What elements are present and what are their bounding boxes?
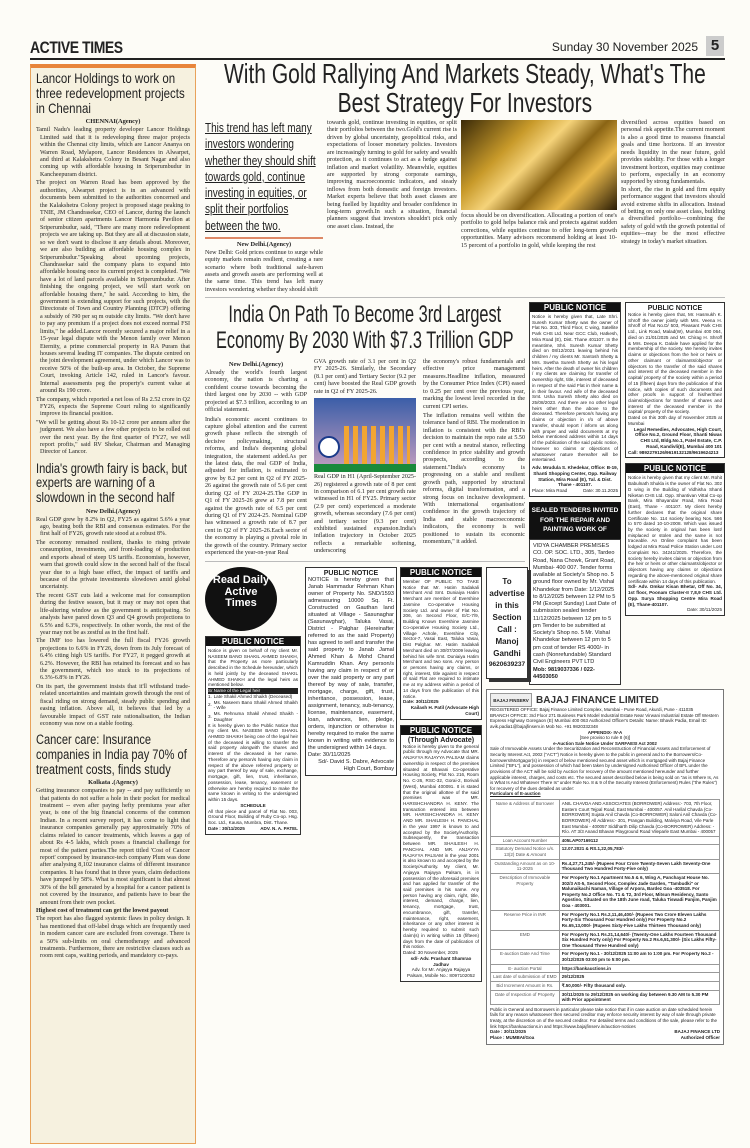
row-label: Description of Immovable Property — [491, 873, 560, 910]
paragraph: the economy's robust fundamentals and effective price management measures.Headline inflation, measured by the Consumer Price Index (CPI) eased to 0.25 per cent over the previous year, marking the lowest level recorded in the current CPI series. — [423, 359, 525, 410]
lead-col-2: towards gold, continue investing in equities, or split their portfolios between the two.Gold's current rise is driven by global uncertainty, geopolitical risks, and expectations of looser monetary policies. Investors are increasingly turning to gold for safety and wealth protection, as it continues to act as a hedge against inflation and market volatility. Meanwhile, equities are supported by strong corporate earnings, improving macroeconomic indicators, and steady inflows from both domestic and foreign investors. Market experts believe that both asset classes are being fuelled by liquidity and broader confidence in long-term growth.In such a situation, financial planners suggest that investors shouldn't pick only one asset class. Instead, the — [327, 120, 457, 230]
row-label: E- auction Portal — [491, 964, 560, 973]
notice-title: PUBLIC NOTICE — [626, 464, 724, 473]
india-story — [205, 302, 525, 562]
signer: BAJAJ FINANCE LTD — [674, 1029, 720, 1035]
cell: Ms. Naseem Bano Shakil Ahmed Shaikh - Wife — [213, 699, 298, 711]
bajaj-title: BAJAJ FINANCE LIMITED — [536, 694, 659, 706]
notice-text: Notice is hereby given that, Late Shri. Suresh Kumar Shetty was the owner of Flat No. 303, Third Floor, C wing, Satellite Park CHS Ltd. Near GCC Club, Hatkesh, Mira Road (E), Dist. Thane 401107. In the meantime, Shri. Suresh Kumar Shetty died on 08/12/2021 leaving behind his children / my clients Mr. Santosh Shetty & Mrs. Swetha Suresh Shetty as his legal heirs. After the death of owner his children / my clients are claiming for transfer of ownership right, title, interest of deceased in respect of the said Flat in their name & in their favour. And wife of the deceased Smt. Usha Suresh Shetty also died on 25/08/2023. And there are no other legal heirs other than the above to the deceased. Therefore person/s having any claims or objection in r/o of above transfer, should report / inform us along with proper and valid documents at my below mentioned address within 14 days of the publication of the said public notice, however no claims or objections of whatsoever nature thereafter will be entertained. — [532, 314, 618, 463]
article-title-growth: India's growth fairy is back, but experts are warning of a slowdown in the second half — [36, 460, 188, 506]
advertise-ad[interactable] — [486, 567, 528, 679]
notice-text: Notice is hereby given to the general public through my Advocate that MR. ANJAYYA RAJAYYA PALSAM claims ownership in respect of the premises situated at Bhavani Co-operative Housing Society, Plot No. 216, Room No. C-26, RSC-32, Gorai-2, Borivali (West), Mumbai 400091. It is stated that the original allottee of the said premises was MR. HARISHCHANDRA H. KENY. The transaction entered into between MR. HARISHCHANDRA H. KENY AND MR. SHAILESH H. PANCHAL in the year 1997 is known to and accepted by the Society/Authority. Subsequently, the transaction between MR. SHAILESH H. PANCHAL AND MR. ANJAYYA RAJAYYA PALSAM in the year 2001 is also known to and accepted by the Society/Authority. My client, Mr. Anjayya Rajayya Palsam, is in possession of the aforesaid premises and has applied for transfer of the said premises in his name. Any person having any claim, right, title, interest, demand, charge, lien, tenancy, mortgage, trust, encumbrance, gift, transfer, maintenance, right, easement, inheritance or any other interest is hereby required to submit such claim(s) in writing within 15 (fifteen) days from the date of publication of this notice. — [403, 743, 479, 950]
row-value: For Property No.1 - 30/12/2025 11:00 am to 1:00 pm. For Property No.2 - 30/12/2025 03:00 pm to 5:00 pm. — [559, 950, 719, 964]
notice-date: Date: 30.11.2025 — [583, 488, 618, 494]
paragraph: Getting insurance companies to pay -- and pay sufficiently so that patients do not suffer a hole in their pocket for medical treatment -- even after paying hefty premiums year after year, is one of the big financial concerns of the common Indian. In a recent survey report, it has come to light that insurance companies generally pay approximately 70% of claims related to cancer treatments, which leaves a gap of about Rs 4-5 lakhs, which poses a financial challenge for most of the patient parties.The report titled 'Cost of Cancer report' composed by insurance-tech company Plum was done after analysing 8,102 insurance claims of different insurance companies. It has found that in three years, claim deductions have jumped by 58%. What is most significant is that almost 30% of the bill generated by a hospital for a cancer patient is not covered by the insurance, and patients have to bear the amount from their own pocket. — [36, 788, 190, 906]
dateline: New Delhi.(Agency) — [236, 240, 292, 248]
schedule-heading: SCHEDULE — [240, 802, 266, 808]
notices-column-l3 — [400, 567, 482, 987]
notices-column-l2 — [305, 567, 397, 781]
row-label: Statutory Demand Notice u/s. 13(2) Date & Amount — [491, 845, 560, 859]
notice-signature: Sd/- David S. Dabre, Advocate High Court, Bombay — [318, 758, 394, 772]
tender-text: VIDYA CHAMBER PREMISES CO. OP. SOC. LTD., 305, Tardeo Road, Nana Chowk, Grant Road, Mumbai- 400 007. Tender forms available at Society's Shop no. 5 ground floor owned by Mr. Vishal Khandekar from Date: 1/12/2025 to 8/12/2025 between 12 PM to 5 PM (Except Sunday) Last Date of submission sealed tender 11/12/2025 between 12 pm to 5 pm Tender to be submitted at Society's Shop no. 5 Mr. Vishal Khandekar between 12 pm to 5 pm cost of tender RS 4000/- in cash (Nonrefundable) Standard Civil Engineers PVT LTD — [533, 543, 617, 666]
paragraph: Tamil Nadu's leading property developer Lancor Holdings Limited said that it is redeveloping three major projects within the Chennai city limits, which are Lancor Ananya on Warren Road, Mylapore, Lancor Residences in Alwarpet, and third at Kalakshetra Colony in Besant Nagar and also coming up with affordable housing in Sriperumbudur in Kancheepuram district. — [36, 127, 190, 178]
table-row — [491, 845, 720, 859]
branch-office: BRANCH OFFICE: 3rd Floor 271 Business Park Model Industrial Estate Near Virwani Industrial Estate Off Western Express Highway Goregaon (E) Mumbai 400 063 Authorized Officer's Details: Name: Bhavik Padia, Email ID: avik.padia1@bajajfinserv.in Mob No. +91 9820332348 — [490, 712, 719, 729]
notice-signature: Kailash H. Patil (Advocate High Court) — [410, 705, 479, 716]
notice-text: Notice is hereby given that, Mr. Hasmukh K. Shroff the owner jointly with Mrs. Veena H. Shroff of Flat No.D/ 503, Pleasant Park CHS Ltd., Link Road, Malad(W), Mumbai 400 064, died on 21/01/2025 and Mr. Chirag H. Shroff & Mrs. Deepa K. Dalale have applied for the membership of the society. We hereby invites claims or objections from the heir or heirs or other claimant or claimants/objector or objectors to the transfer of the said shares and interest of the deceased member in the capital/ property of the society within a period of 15 (fifteen) days from the publication of this notice, with copies of such documents and other proofs in support of his/her/their claims/objections for transfer of shares and interest of the deceased member in the capital/ property of the society. — [628, 312, 722, 415]
article-title-cancer: Cancer care: Insurance companies in India pay 70% of treatment costs, finds study — [36, 732, 187, 777]
paragraph: focus should be on diversification. Allocating a portion of one's portfolio to gold helps balance risk and protects against sudden corrections, while equities continue to offer long-term growth opportunities. Many advisors recommend holding at least 10-15 percent of a portfolio in gold, while keeping the rest — [461, 213, 617, 249]
cell: 3. — [208, 713, 212, 719]
cell: Ms. Rehnuma Shakil Ahmed Shaikh - Daughter — [213, 711, 298, 722]
public-notice-palsam — [400, 725, 482, 982]
paragraph: The company, which reported a net loss of Rs 2.52 crore in Q2 FY26, expects the Supreme Court ruling to significantly improve its financial position. — [36, 396, 190, 418]
notice-title: PUBLIC NOTICE — [647, 305, 703, 312]
notice-phone: Call: 9892279126/9619132128/9619624213 — [628, 449, 719, 455]
lead-col-4 — [621, 120, 725, 294]
appendix: APPENDIX- IV-A — [587, 729, 623, 735]
row-label: E-auction Date And Time — [491, 950, 560, 964]
row-value: 405LAP07169112 — [559, 836, 719, 845]
notice-title: PUBLIC NOTICE — [323, 570, 379, 577]
notice-signature: Adv. Mrudula S. Khedekar, Office: B-19, Shanti Shopping Center, Opp. Railway Station, Mira Road (E), Tal. & Dist. Thane - 401107. — [532, 465, 618, 488]
public-notice-khan — [305, 567, 397, 776]
notice-place: Place : MUMBAI/Goa — [490, 1034, 535, 1040]
table-row — [491, 964, 720, 973]
table-row — [491, 910, 720, 930]
proviso: [See proviso to rule 8 (6)] — [579, 735, 631, 741]
row-label: Bid Increment Amount in Rs. — [491, 981, 560, 990]
table-row — [491, 800, 720, 837]
bajaj-auction-notice — [486, 689, 724, 1045]
notice-text: All that piece and parcel of Flat No. 003, Ground Floor, Building of Ruby Co-op. Hsg. Soc. Ltd., Kausa, Mumbra, Dist. Thane. — [208, 808, 298, 826]
bajaj-logo: BAJAJ FINSERV — [490, 693, 532, 707]
notice-date: Date: 30/11/2025 — [687, 607, 722, 613]
notice-title: PUBLIC NOTICE — [401, 568, 481, 577]
row-value: For Property No.1 Rs.2,11,46,400/- (Rupees Two Crore Eleven Lakhs Forty-Six Thousand Four Hundred only) For Property No.2 Rs.65,13,000/- (Rupees Sixty-Five Lakhs Thirteen Thousand only) — [559, 910, 719, 930]
row-value: https://bankauctions.in — [559, 964, 719, 973]
public-notice-shroff — [625, 302, 725, 458]
notice-signature: Legal Remedies, Advocates, High Court, Office No.2, Ground Floor, Shanti Niwas CHS Ltd, Bldg.No.1, Patel Estate, C.P. Road, Kandivli(E), Mumbai 400 101 — [633, 426, 722, 449]
table-row — [208, 700, 298, 711]
issue-date: Sunday 30 November 2025 — [551, 40, 698, 54]
auction-footer: Public in General and Borrowers in particular please take notice that if in case auction on date scheduled herein fails for any reason whatsoever then secured creditor may enforce security interest by way of sale through private treaty, at the discretion on of the secured creditor. For detailed terms and conditions of the sale, please refer to the link https://bankauctions.in and https://www.bajajfinserv.in/auction-notices — [490, 1006, 718, 1029]
row-value: For Property No.1 Rs.21,14,640/- (Twenty-One Lakhs Fourteen Thousand Six Hundred Forty only) For Property No.2 Rs.6,51,300/- (Six Lakhs Fifty-One Thousand Three Hundred only) — [559, 930, 719, 950]
notice-date: Date : 30/11/2025 — [490, 1029, 527, 1035]
page-number: 5 — [706, 36, 724, 56]
notice-date: Dated on this 30th day of November 2025 at Mumbai — [628, 415, 722, 426]
dateline: Kolkata .(Agency) — [88, 779, 138, 787]
paragraph: The economy remained resilient, thanks to rising private consumption, investments, and front-loading of production and exports ahead of steep US tariffs. Economists, however, warn that growth could slow in the second half of the fiscal year due to a high base effect, the impact of tariffs and because of the private investments slowdown amid global uncertainty. — [36, 539, 190, 591]
table-row — [491, 981, 720, 990]
ad-phone[interactable]: 9620639237 — [488, 661, 526, 668]
notice-date: Dated: 30 November, 2025 — [403, 950, 458, 956]
row-label: Outstanding Amount as on 10-11-2025 — [491, 859, 560, 873]
table-row — [491, 950, 720, 964]
paragraph: Real GDP grew by 8.2% in Q2, FY25 as against 5.6% a year ago, beating both the RBI and consensus estimates. For the first half of FY26, growth rate stood at a robust 8%. — [36, 516, 190, 538]
gold-bars-image — [461, 120, 617, 210]
divider — [205, 297, 725, 298]
lead-col-1 — [205, 120, 323, 294]
lead-col-3 — [461, 120, 617, 294]
row-label: Reserve Price in INR — [491, 910, 560, 930]
particulars-heading: Particulars of E-auction — [490, 791, 541, 797]
public-notice-shukla — [625, 463, 725, 616]
paragraph: The IMF too has lowered the full fiscal FY26 growth projections to 6.6% in FY26, down from its July forecast of 6.4% citing high US tariffs. For FY27, it pegged growth at 6.2%. However, the RBI has retained its forecast and so has the government, which too stuck to its projections of 6.3%-6.8% in FY26. — [36, 638, 190, 682]
row-label: EMD — [491, 930, 560, 950]
notice-date: Date : 30/11/2025 — [208, 825, 245, 831]
paragraph: The inflation remains well within the tolerance band of RBI. The moderation in inflation is consistent with the RBI's decision to maintain the repo rate at 5.50 per cent with a neutral stance, reflecting confidence in price stability and growth prospects, according to the statement."India's economy is progressing on a stable and resilient growth path, supported by structural reforms, digital transformation, and a strong focus on inclusive development. With international organisations' confidence in the growth trajectory of India and stable macroeconomic indicators, the economy is well positioned to sustain its economic momentum," it added. — [423, 412, 525, 546]
table-header: Name of the Legal heir — [213, 688, 261, 694]
paragraph: The recent GST cuts laid a welcome mat for consumption during the festive season, but it may or may not open that life-altering window as the government is anticipating. So analysts have pared down Q3 and Q4 growth projections to 6.5% and 6.3%, respectively. In other words, the rest of the year may not be as zestful as in the first half. — [36, 592, 190, 636]
row-value: Rs.4,27,71,245/- (Rupees Four Crore Twenty-Seven Lakh Seventy-One Thousand Two Hundred Forty-Five only) — [559, 859, 719, 873]
row-value: 30/11/2025 to 29/12/2025 on working day between 9.30 AM to 5.30 PM with Prior appointment — [559, 990, 719, 1004]
ad-text: Call : — [497, 625, 517, 634]
table-row — [491, 873, 720, 910]
notices-column-r2 — [625, 302, 725, 621]
row-label: Last date of submission of EMD — [491, 973, 560, 982]
ad-text: To advertise in this Section — [489, 577, 525, 622]
tender-phone: Mob: 9819037336 / 022-44503050 — [533, 666, 595, 680]
notice-text: Notice is hereby given that my client Mr. Rohit Babulnath Shukla is the owner of Flat No. 302 D wing in the Building of Vidhisha Shanti Niketan CHS Ltd. Opp. Shantivan Vittal Co-op Bank, Mira Bhayandar Road, Mira Road (East), Thane - 401107. My client hereby further declares that the original share Certificate No. 114 society bearing Nos. 566 to 570 dated 10-10-2008. Which was issued by the society in original has been lost/ misplaced or stolen and the same is not traceable. An Online complaint has been lodged at Mira Road Police Station under Lost Complaint No. 34241/2025. Therefore, the society hereby invites claims or objection from the heir or heirs or other claimants/objector or objectors having any claims or objections regarding the above-mentioned original share certificate within 14 days of this publication. — [628, 475, 722, 584]
paragraph: In short, the rise in gold and firm equity performance suggest that investors should avoid extreme shifts in allocation. Instead of betting on only one asset class, building a diversified portfolio—combining the safety of gold with the growth potential of equities—may be the most effective strategy in today's market situation. — [621, 186, 725, 245]
lead-teaser: This trend has left many investors wondering whether they should shift towards gold, continue investing in equities, or split their portfolios between the two. — [205, 121, 316, 233]
lead-headline: With Gold Rallying And Markets Steady, What's The Best Strategy For Investors — [223, 58, 706, 118]
row-value: ₹.50,000/- Fifty thousand only. — [559, 981, 719, 990]
article-title-lancor: Lancor Holdings to work on three redevelopment projects in Chennai — [36, 70, 185, 117]
row-value: For Property No.1 Apartment No.5 & 6, Wing A, Panchayat House No. 302/3 AS-5, Second Floor, Complex Jade Garden, "Tambudki" or Malunaikachi Naman, Village of Arpora, Bardez Goa -403518. For Property No.2 Office No. T1 & T2, 3rd Floor, Mitsun Residency, Santo Agostino, Situated on the 18th June road, Taluka Tiswadi Panjim, Panjim Goa - 403001. — [559, 873, 719, 910]
auction-heading: e-Auction Sale Notice Under SARFAESI Act 2002 — [553, 740, 657, 746]
public-notice-shetty — [529, 302, 621, 497]
row-label: Loan Account Number — [491, 836, 560, 845]
table-row — [491, 930, 720, 950]
cell: Late Shakil Ahmed Shaikh (Deceased) — [213, 693, 293, 699]
article-body-cancer — [36, 788, 190, 961]
read-daily-badge: Read Daily Active Times — [205, 567, 277, 631]
masthead: ACTIVE TIMES — [30, 38, 123, 57]
dateline: New Delhi.(Agency) — [85, 507, 141, 515]
auction-intro: Sale of Immovable Assets Under the Securitization and Reconstruction of Financial Assets and Enforcement of Security Interest Act, 2002 ("ACT") Notice is hereby given to the public in general and to the Borrowers/Co-borrowers/Mortgagor(s) in respect of below mentioned secured asset which is mortgaged with Bajaj Finance Limited ("BFL"), and possession of which had been taken by undersigned Authorised Officer of BFL under the provisions of the ACT will be sold by Auction for recovery of the amount mentioned hereunder and further applicable interest, charges, and costs etc. The secured asset described below is being sold on "as is Where Is, As is What Is And Whatever There Is" under Rule No. 8 & 9 of the Security Interest (Enforcement) Rules ("the Rules") for recovery of the dues detailed as under: — [490, 746, 719, 791]
legal-heirs-table — [208, 688, 298, 722]
public-notice-merchant — [400, 567, 482, 720]
ad-contact-name: Manoj Gandhi — [493, 637, 521, 658]
article-body-lancor — [36, 127, 190, 457]
notice-text: Member OF PUBLIC TO TAKE Notice that Mr. Hatim Sadakali Merchant And Smt. Duniaiya Hatim Merchant are member of Evershine Jasmine Co-operative Housing Society Ltd. and owner of Flat No. 206, on Second Floor, E/C-7/9, Building Known Evershine Jasmine Co-operative Housing Society Ltd., Village Achole, Evershine City, Sector-7, Vasai East, Taluka Vasai, Dist Palghar. Mr. Hatim Sadakali Merchant died on 30/07/2009 leaving behind his wife Smt. Duniaiya Hatim Merchant and two sons. Any person or persons having any claims, or right, interest, title against in respect of said Flat are required to intimate me at my address within a period of 14 days from the publication of this notice. — [403, 579, 479, 699]
subheading: Highest cost of treatment can get the lowest payout — [36, 907, 169, 914]
auction-table — [490, 799, 720, 1005]
paragraph: The project on Warren Road has been approved by the authorities, Alwarpet project is in an advanced with documents been submitted to the authorities concerned and the Kalakshetra Colony project is proposed stage peaking to TNIE, JM Chandrasekar, CEO of Lancor, during the launch of senior citizen apartments Lancor Harmonia Pavilion at Sriperumbudur, said, "There are many more redevelopment projects we are taking up. But they are all at discussion state, so we don't want to disclose it any details about. Moreover, we are also building an affordable housing complex in Sriperumbudur."Speaking about upcoming projects, Chandrasekar said the company plans to expand into affordable housing once its current project is completed. "We have a lot of land parcels available in Sriperumbudur. After finishing the ongoing project, we will start work on affordable housing there," he said. According to him, the government is extending support for such projects, with the Directorate of Town and Country Planning (DTCP) offering a subsidy of ?90 per sq m outside city limits. "We don't have to pay any premium if a project does not exceed normal FSI limits," he added.Lancor recently secured a major relief in a 15-year legal dispute with the Menon family over Menon Eternity, a prime commercial property in RA Puram that houses several leading IT companies. The dispute centred on the joint development agreement, under which Lancor was to receive 50% of the built-up area. In October, the Supreme Court, invoking Article 142, ruled in Lancor's favour. Internal assessments peg the property's current value at around Rs 190 crore. — [36, 180, 190, 395]
paragraph: The report has also flagged systemic flaws in policy design. It has mentioned that off-label drugs which are frequently used in modern cancer care are excluded from coverage. There is a 50% sub-limits on oral chemotherapy and advanced treatments. Furthermore, there are restrictive clauses such as room rent caps, waiting periods, and mandatory co-pays. — [36, 916, 190, 960]
notice-text: NOTICE is hereby given that Janab Hammadur Rehman Khan owner of Property No. SND/1593 admeasuring 10000 Sq. Ft. Constructed on Gauthan land situated at Village - Sasunaghar (Sasunavghar), Taluka Vasai, District - Palghar (Hereinafter referred to as the said Property) has agreed to sell and transfer the said property to Janab Jamal Ahmed Khan & Mohd Chand Kamruddin Khan. Any person/s having any claim in respect of or over the said property or any part thereof by way of sale, transfer, mortgage, charge, gift, trust, inheritance, possession, lease, assignment, tenancy, sub-tenancy, license, maintenance, easement, loan, advances, lien, pledge, orders, injunction or otherwise is hereby required to make the same known in writing with evidence to the undersigned within 14 days. — [308, 577, 394, 751]
table-row — [208, 694, 298, 700]
row-label: Name & Address of Borrower — [491, 800, 560, 837]
notice-date: Date: 30/11/2025 — [403, 699, 439, 705]
paragraph: "We will be getting about Rs 10-12 crore per annum after the judgment. We also have a few other projects to be rolled out over the next year. By the first quarter of FY27, we will report profits," said RV Shekar, Chairman and Managing Director of Lancor. — [36, 419, 190, 456]
notice-signature: Sd/- Adv. Omkar Kisan Bhetar, Off No. 34, 1st floor, Poonam Cluster-II 7,8,9 CHS Ltd. Opp. Surya Shopping Centre Mira Road (E), Thane-401107. — [628, 584, 722, 607]
table-row — [208, 711, 298, 722]
notice-signature: Adv. for Mr. Anjayya Rajayya Palsam, Mobile No.: 8097102052 — [407, 967, 475, 978]
notices-column-r1 — [529, 302, 621, 685]
article-body-growth — [36, 517, 190, 729]
gdp-chart-image — [314, 398, 416, 472]
paragraph: India's economic ascent continues to capture global attention and the current growth phase reflects the strength of decisive policymaking, structural reforms, and India's deepening global integration, the statement added.As per the latest data, the real GDP of India, adjusted for inflation, is estimated to grow by 8.2 per cent in Q2 of FY 2025-26 against the growth rate of 5.6 per cent during Q2 of FY 2024-25.The GDP in Q1 of FY 2025-26 grew at 7.8 per cent against the growth rate of 6.5 per cent during Q1 of FY 2024-25. Nominal GDP has witnessed a growth rate of 8.7 per cent in Q2 of FY 2025-26.Each sector of the economy is playing a pivotal role in the growth of the country. Primary sector experienced the year-on-year Real — [205, 416, 307, 557]
notice-text: Notice is given on behalf of my client Mr. NASEEM BANO SHAKIL AHMED SHAIKH, that the Property as more particularly described in the Schedule hereunder, which is held jointly by the deceased SHAKIL AHMED SHAIKH and the legal heirs as mentioned below. — [208, 648, 298, 688]
left-column — [30, 64, 196, 1144]
notice-text: It is hereby given to the Public Notice that my client Ms. NASEEM BANO SHAKIL AHMED SHAIKH being one of the legal heir of the deceased is willing to transfer the said property alongwith the shares and interest of the deceased in her name. Therefore any person/s having any claim in respect of the above referred property or any part thereof by way of sale, exchange, mortgage, gift, lien, trust, inheritance, possession, lease, tenancy, easement or otherwise are hereby required to make the same known in writing to the undersigned within 15 days. — [208, 722, 298, 803]
paragraph: GVA growth rate of 3.1 per cent in Q2 FY 2025-26. Similarly, the Secondary (8.1 per cent) and Tertiary Sector (9.2 per cent) have boosted the Real GDP growth rate in Q2 of FY 2025-26. — [314, 359, 416, 395]
tender-notice — [529, 539, 621, 685]
row-value: 12.07.2021 & RS.1,22,05,783/- — [559, 845, 719, 859]
notice-title: PUBLIC NOTICE — [206, 637, 300, 646]
notice-title: PUBLIC NOTICE — [401, 726, 481, 735]
signer-title: Authorized Officer — [680, 1034, 720, 1040]
table-row — [491, 859, 720, 873]
table-row — [491, 836, 720, 845]
public-notice-shaikh — [205, 636, 301, 835]
row-value: ANIL CHAVDA AND ASSOCIATES (BORROWER) Address:- 703, 7th Floor, Eastern Court Tejpal Road, East Mumbai - 400057. Anil Harilal Chavda (Co-BORROWER) Sujata Anil Chavda (Co-BORROWER) Saloni Anil Chavda (Co-BORROWER) All Address:- 301, Prangan Building, Malviya Road, Vile Parle East Mumbai - 400057 Siddharth Dilip Chavda (Co-BORROWER) Address: - R/o. AT 3/3 Anand Bhavan Playground Road Vileparle East Mumbai - 400057 — [559, 800, 719, 837]
notice-title: PUBLIC NOTICE — [530, 303, 620, 312]
paragraph: On its part, the government insists that it'll withstand trade-related uncertainties and maintain growth through the rest of fiscal riding on strong demand, steady public spending and easing inflation. Above all, it believes that led by a favourable impact of GST rate rationalisation, the Indian economy was now on a stable footing. — [36, 683, 190, 728]
notice-date: Date: 30/11/2025 — [308, 751, 351, 758]
registered-office: REGISTERED OFFICE: Bajaj Finance Limited Complex, Mumbai - Pune Road, Akurdi, Pune - 411035 — [490, 707, 694, 712]
cell: 1. — [208, 693, 212, 699]
dateline: New Delhi.(Agency) — [228, 361, 284, 368]
table-header: Sr. — [208, 688, 214, 694]
table-row — [491, 990, 720, 1004]
lead-story — [205, 60, 725, 298]
paragraph: diversified across equities based on personal risk appetite.The current moment is also a good time to reassess financial goals and time horizons. If an investor needs liquidity in the near future, gold provides stability. For those with a longer investment horizon, equities may continue to perform, especially in an economy supported by strong fundamentals. — [621, 120, 725, 186]
row-value: 29/12/2025 — [559, 973, 719, 982]
notices-column-l1 — [205, 567, 301, 840]
row-label: Date of Inspection of Property — [491, 990, 560, 1004]
paragraph: Already the world's fourth largest economy, the nation is charting a confident course towards becoming the third largest one by 2030 -- with GDP projected at $7.3 trillion, according to an official statement. — [205, 370, 307, 414]
notice-subtitle: (Through Advocate) — [407, 736, 475, 744]
notice-signature: ADV. N. A. PATEL — [260, 825, 298, 831]
paragraph: Real GDP in H1 (April-September 2025-26) registered a growth rate of 8 per cent in comparison of 6.1 per cent growth rate witnessed in H1 of FY25. Primary sector (2.9 per cent) experienced a moderate growth, whereas secondary (7.6 per cent) and tertiary sector (9.3 per cent) exhibited sustained expansion.India's inflation trajectory in October 2025 reflects a remarkable softening, underscoring — [314, 474, 416, 555]
cell: 2. — [208, 702, 212, 708]
notice-place: Place: Mira Road — [532, 488, 568, 494]
dateline: CHENNAI(Agency) — [85, 118, 141, 126]
table-row — [491, 973, 720, 982]
sealed-tenders-heading: SEALED TENDERS INVITED FOR THE REPAIR AND PAINTING WORK OF — [529, 502, 621, 539]
paragraph: New Delhi: Gold prices continue to surge while equity markets remain resilient, creating a rare scenario where both traditional safe-haven assets and growth assets are performing well at the same time. This trend has left many investors wondering whether they should shift — [205, 249, 323, 293]
india-headline: India On Path To Become 3rd Largest Economy By 2030 With $7.3 Trillion GDP — [216, 301, 514, 355]
notice-signature: sd/- Adv. Prashant Shamrao Jadhav — [410, 955, 472, 967]
